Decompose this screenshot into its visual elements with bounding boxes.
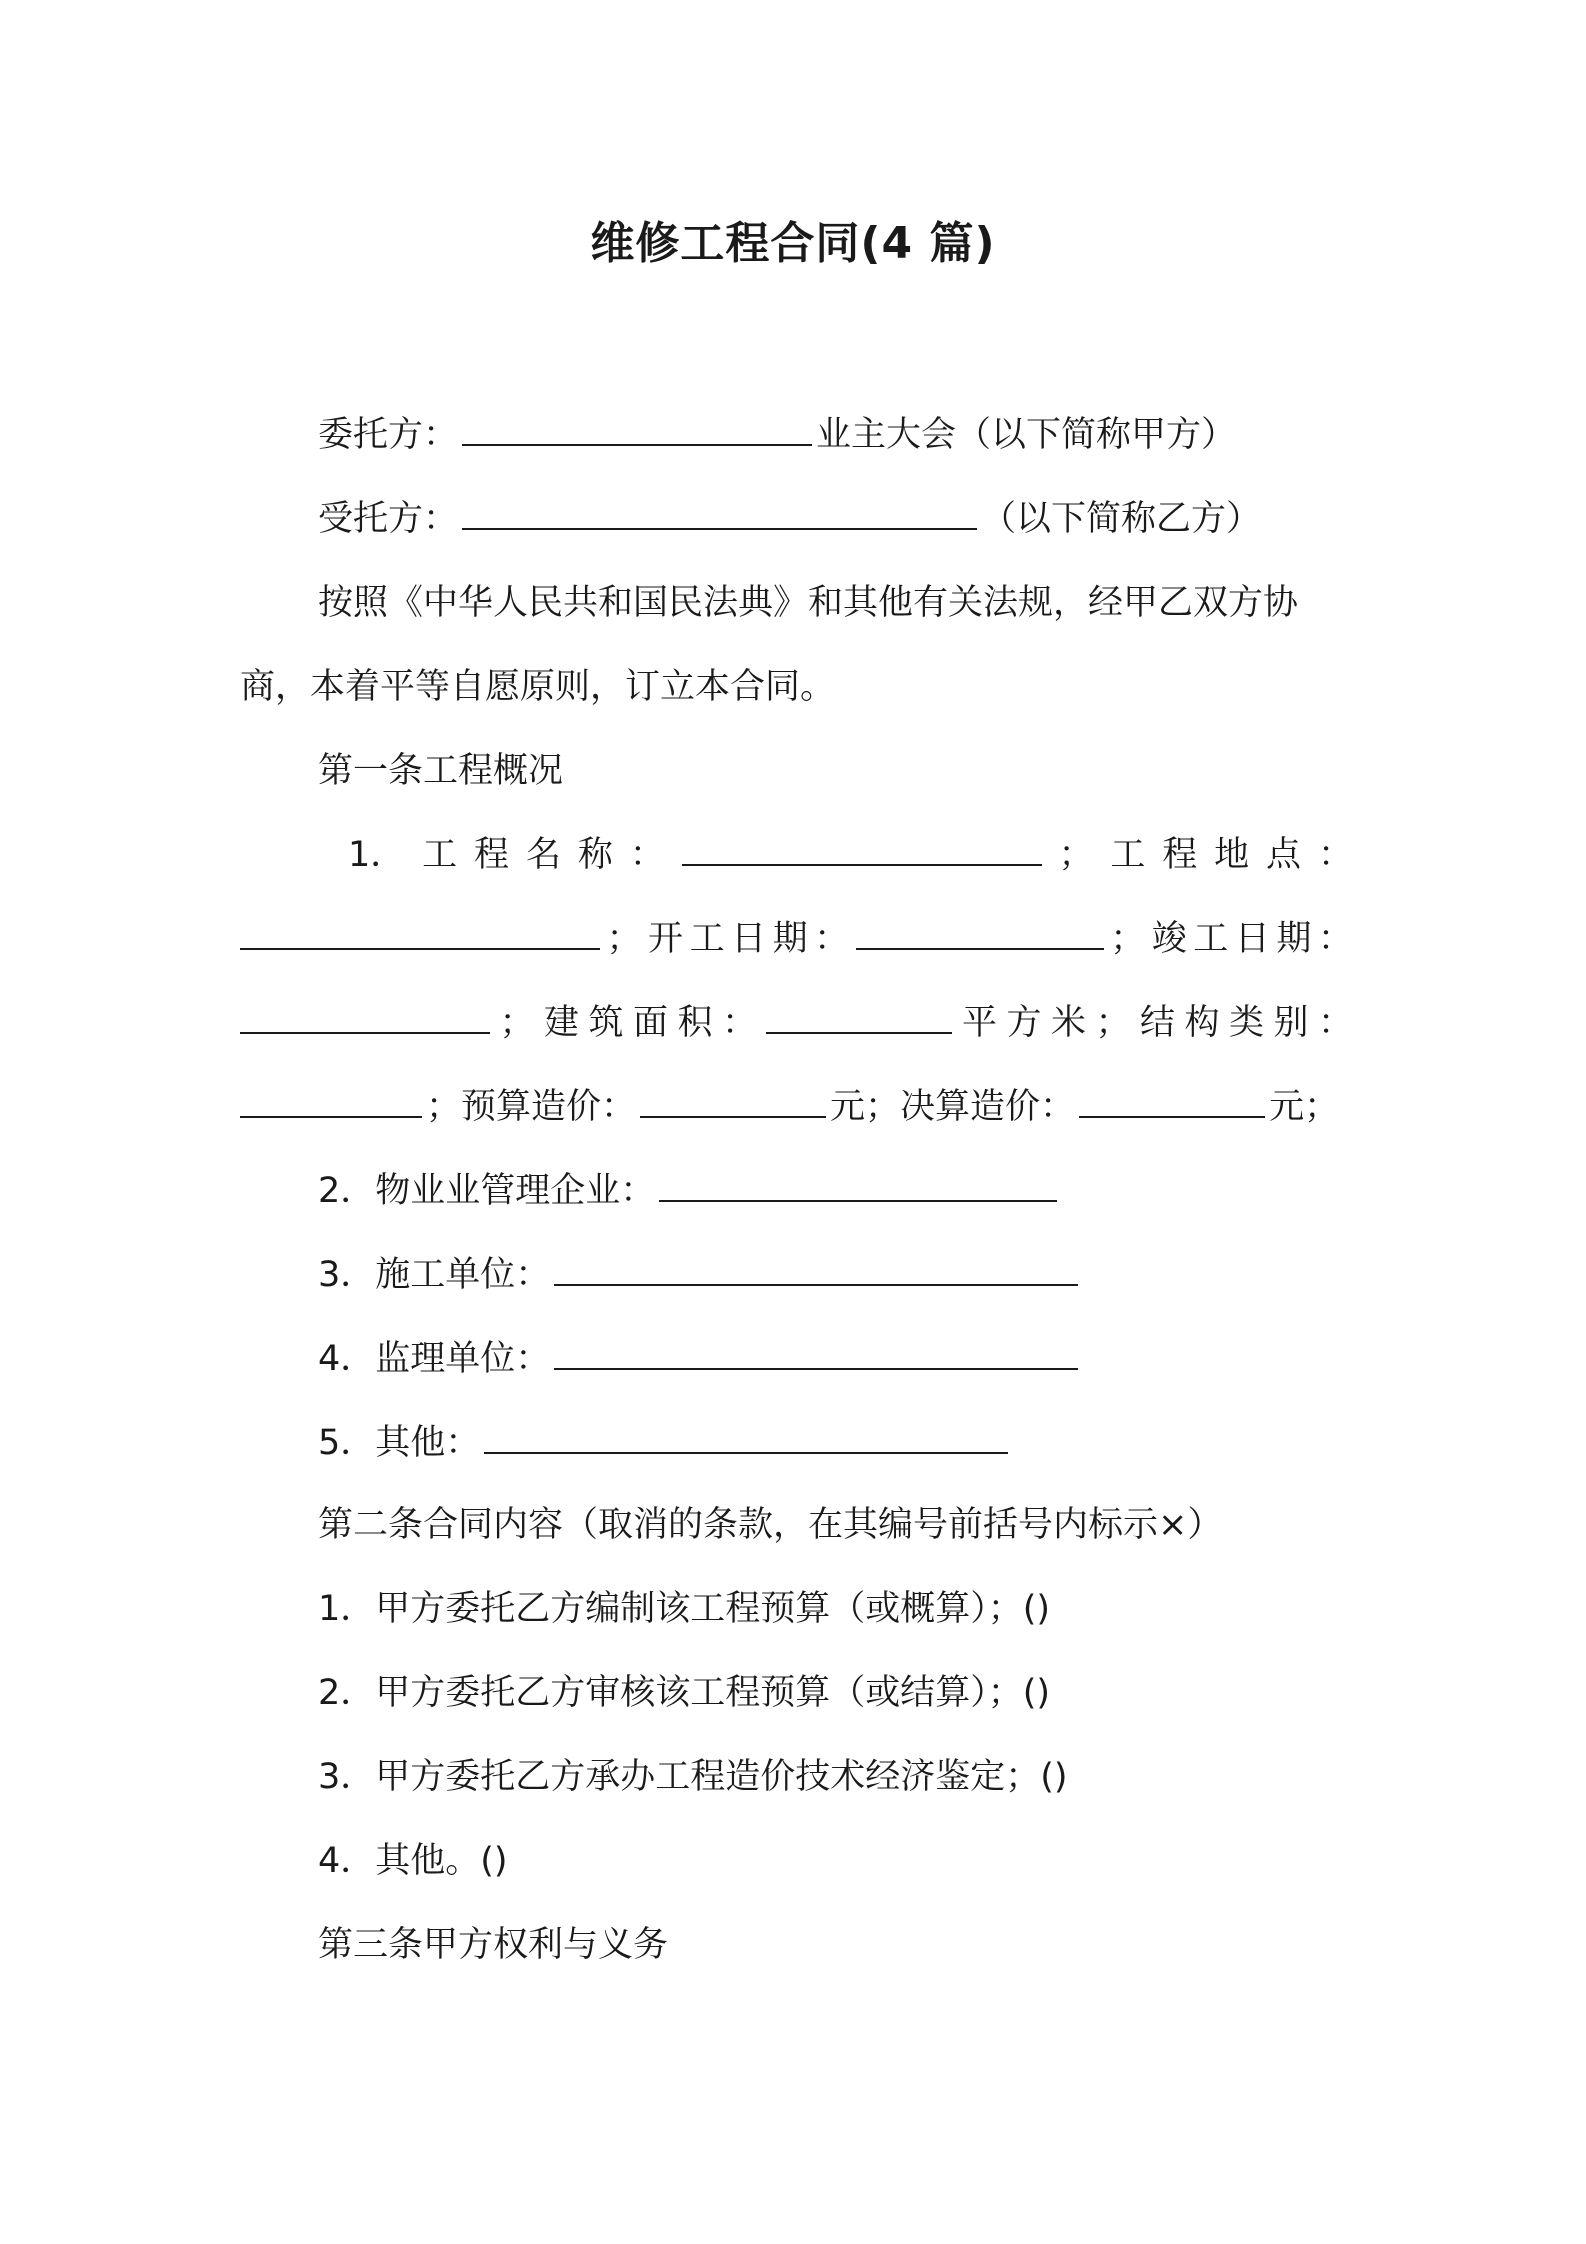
label-char: 工 xyxy=(1193,919,1229,959)
intro-line-1: 按照《中华人民共和国民法典》和其他有关法规，经甲乙双方协 xyxy=(318,583,1299,623)
label-char: ； xyxy=(1095,1003,1131,1043)
item3-label: 3．施工单位： xyxy=(318,1255,551,1295)
label-char: 日 xyxy=(731,919,767,959)
label-char: ： xyxy=(629,835,665,875)
item1-number: 1． xyxy=(348,835,406,875)
area-line xyxy=(240,998,1353,1048)
final-label: 决算造价： xyxy=(900,1087,1076,1127)
label-char: 竣 xyxy=(1151,919,1187,959)
label-char: 日 xyxy=(1234,919,1270,959)
semicolon: ； xyxy=(499,1003,535,1043)
label-char: 类 xyxy=(1228,1003,1264,1043)
label-char: 结 xyxy=(1139,1003,1175,1043)
article2-item-4: 4．其他。() xyxy=(318,1841,508,1881)
client-line xyxy=(318,410,1236,460)
label-char: 程 xyxy=(474,835,510,875)
intro-line-2: 商，本着平等自愿原则，订立本合同。 xyxy=(240,667,836,707)
label-char: 程 xyxy=(1162,835,1198,875)
label-char: ： xyxy=(1317,835,1353,875)
item4-label: 4．监理单位： xyxy=(318,1339,551,1379)
label-char: 开 xyxy=(648,919,684,959)
project-name-blank[interactable] xyxy=(682,832,1042,866)
construction-unit-blank[interactable] xyxy=(554,1252,1078,1286)
label-char: 期 xyxy=(1276,919,1312,959)
contractor-blank[interactable] xyxy=(462,496,977,530)
client-blank[interactable] xyxy=(462,412,812,446)
area-blank[interactable] xyxy=(766,1000,952,1034)
semicolon: ； xyxy=(606,919,642,959)
item2-label: 2．物业业管理企业： xyxy=(318,1171,656,1211)
label-char: 平 xyxy=(961,1003,997,1043)
label-char: ： xyxy=(721,1003,757,1043)
final-blank[interactable] xyxy=(1079,1084,1265,1118)
label-char: ： xyxy=(1317,1003,1353,1043)
dates-line xyxy=(240,914,1353,964)
semicolon: ； xyxy=(426,1087,462,1127)
article2-item-3: 3．甲方委托乙方承办工程造价技术经济鉴定；() xyxy=(318,1757,1068,1797)
budget-line xyxy=(240,1082,1339,1132)
budget-label: 预算造价： xyxy=(461,1087,637,1127)
yuan-unit: 元； xyxy=(1269,1087,1340,1127)
label-char: 米 xyxy=(1050,1003,1086,1043)
label-char: 点 xyxy=(1266,835,1302,875)
budget-blank[interactable] xyxy=(640,1084,826,1118)
article2-heading: 第二条合同内容（取消的条款，在其编号前括号内标示×） xyxy=(318,1505,1223,1545)
document-title: 维修工程合同(4 篇) xyxy=(590,218,996,269)
other-blank[interactable] xyxy=(484,1420,1008,1454)
contractor-label: 受托方： xyxy=(318,499,459,539)
yuan-unit: 元； xyxy=(830,1087,901,1127)
label-char: 工 xyxy=(689,919,725,959)
article1-heading: 第一条工程概况 xyxy=(318,751,564,791)
label-char: 建 xyxy=(543,1003,579,1043)
item5-line xyxy=(318,1418,1012,1468)
label-char: 构 xyxy=(1184,1003,1220,1043)
article2-item-2: 2．甲方委托乙方审核该工程预算（或结算）；() xyxy=(318,1673,1051,1713)
label-char: 筑 xyxy=(588,1003,624,1043)
label-char: 称 xyxy=(577,835,613,875)
label-char: 名 xyxy=(525,835,561,875)
item2-line xyxy=(318,1166,1061,1216)
label-char: 工 xyxy=(1110,835,1146,875)
article2-item-1: 1．甲方委托乙方编制该工程预算（或概算）；() xyxy=(318,1589,1051,1629)
semicolon: ； xyxy=(1058,835,1094,875)
label-char: 方 xyxy=(1006,1003,1042,1043)
label-char: 期 xyxy=(772,919,808,959)
end-date-blank[interactable] xyxy=(240,1000,490,1034)
client-suffix: 业主大会（以下简称甲方） xyxy=(816,415,1237,455)
supervision-unit-blank[interactable] xyxy=(554,1336,1078,1370)
label-char: 面 xyxy=(632,1003,668,1043)
label-char: ： xyxy=(1317,919,1353,959)
start-date-blank[interactable] xyxy=(856,916,1104,950)
label-char: 地 xyxy=(1214,835,1250,875)
client-label: 委托方： xyxy=(318,415,459,455)
project-site-blank[interactable] xyxy=(240,916,600,950)
label-char: 工 xyxy=(422,835,458,875)
semicolon: ； xyxy=(1110,919,1146,959)
project-name-line xyxy=(348,830,1353,880)
structure-blank[interactable] xyxy=(240,1084,422,1118)
item5-label: 5．其他： xyxy=(318,1423,481,1463)
article3-heading: 第三条甲方权利与义务 xyxy=(318,1925,669,1965)
item4-line xyxy=(318,1334,1082,1384)
property-company-blank[interactable] xyxy=(659,1168,1057,1202)
contractor-line xyxy=(318,494,1261,544)
label-char: 别 xyxy=(1273,1003,1309,1043)
item3-line xyxy=(318,1250,1082,1300)
label-char: 积 xyxy=(677,1003,713,1043)
contractor-suffix: （以下简称乙方） xyxy=(981,499,1262,539)
label-char: ： xyxy=(814,919,850,959)
